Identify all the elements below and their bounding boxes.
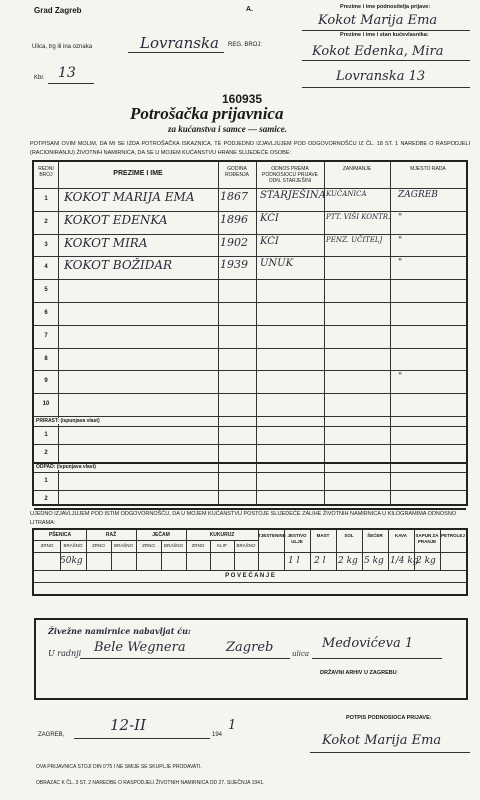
row-job: KUĆANICA bbox=[326, 190, 367, 198]
footer-note-1: OVA PRIJAVNICA STOJI DIN 0'75 I NE SMIJE SE SKUPLJE PRODAVATI. bbox=[36, 764, 202, 770]
stock-ulje: 1 l bbox=[288, 556, 300, 566]
row-year: 1867 bbox=[220, 190, 248, 203]
applicant-label: Prezime i ime podnositelja prijave: bbox=[340, 4, 431, 10]
form-number: 160935 bbox=[222, 92, 263, 106]
povecanje-label: P O V E Ć A N J E bbox=[225, 573, 275, 579]
stock-sol: 2 kg bbox=[338, 556, 358, 566]
row-number: 2 bbox=[44, 218, 48, 225]
form-title: Potrošačka prijavnica bbox=[130, 104, 284, 123]
stock-mast: 2 l bbox=[314, 556, 326, 566]
store-label: U radnji bbox=[48, 649, 82, 658]
table-row bbox=[34, 302, 466, 325]
members-label: Prezime i ime i stan kućevlasnika: bbox=[340, 32, 429, 38]
table-row bbox=[34, 348, 466, 371]
supply-street-value: Medovićeva 1 bbox=[322, 636, 414, 651]
stock-psenica-brasno: 50kg bbox=[60, 556, 83, 566]
row-number: 6 bbox=[44, 310, 48, 316]
col-head-year: GODINA ROĐENJA bbox=[225, 166, 249, 178]
stock-subcol: ZRNO bbox=[191, 543, 205, 548]
stock-col-1: JESTIVO ULJE bbox=[287, 533, 307, 544]
street-label: Ulica, trg ili ina oznaka bbox=[32, 44, 93, 50]
stock-subcol: ZRNO bbox=[142, 543, 155, 548]
row-place: " bbox=[398, 212, 403, 223]
col-head-name: PREZIME I IME bbox=[113, 170, 163, 177]
stock-col-7: PETROLEJ bbox=[441, 533, 465, 538]
odpad-label: ODPAD: (ispunjava vlast) bbox=[36, 464, 96, 470]
row-number: 5 bbox=[44, 287, 48, 294]
stock-group-2: JEČAM bbox=[152, 532, 170, 538]
row-place: " bbox=[398, 235, 403, 246]
footer-day: 12-II bbox=[110, 716, 147, 734]
stock-subcol: BRAŠNO bbox=[163, 543, 183, 548]
extra-row-number: 2 bbox=[44, 450, 48, 456]
stock-kava: 1/4 kg bbox=[390, 556, 419, 566]
stock-subcol: BRAŠNO bbox=[63, 543, 83, 548]
row-year: 1902 bbox=[220, 235, 248, 249]
table-row bbox=[34, 188, 466, 211]
row-name: KOKOT EDENKA bbox=[64, 212, 168, 227]
footer-note-2: OBRAZAC K ČL. 3 ST. 2 NAREDBE O RASPODJELI ŽIVOTNIH NAMIRNICA OD 27. SIJEČNJA 1941. bbox=[36, 780, 265, 786]
row-place: " bbox=[398, 258, 403, 269]
street-value: Lovranska bbox=[140, 34, 219, 52]
col-head-place: MJESTO RADA bbox=[410, 166, 446, 172]
row-year: 1939 bbox=[220, 258, 248, 272]
table-row bbox=[34, 370, 466, 393]
table-row bbox=[34, 234, 466, 257]
applicant-value: Kokot Marija Ema bbox=[318, 13, 438, 28]
row-relation: KĆI bbox=[260, 212, 279, 224]
stock-group-1: RAŽ bbox=[105, 532, 117, 538]
extra-row-number: 2 bbox=[44, 496, 48, 502]
table-row bbox=[34, 211, 466, 234]
supply-street-label: ulica bbox=[292, 650, 310, 658]
form-subtitle: za kućanstva i samce — samice. bbox=[168, 124, 287, 134]
stock-subcol: ZRNO bbox=[92, 543, 105, 548]
col-head-relation: ODNOS PREMA PODNOSIOCU PRIJAVE ODN. STARJEŠINI bbox=[261, 166, 319, 184]
extra-row-number: 1 bbox=[44, 432, 48, 438]
stock-col-5: KAVA bbox=[394, 533, 408, 538]
row-year: 1896 bbox=[220, 212, 248, 226]
kbr-label: Kbr. bbox=[34, 75, 45, 81]
a-label: A. bbox=[246, 6, 253, 13]
row-number: 7 bbox=[44, 332, 48, 339]
row-name: KOKOT MARIJA EMA bbox=[64, 190, 195, 204]
supply-label: Živežne namirnice nabavljat ću: bbox=[48, 626, 191, 636]
row-number: 9 bbox=[44, 378, 48, 385]
kbr-value: 13 bbox=[58, 65, 76, 81]
intro-text: POTPISANI OVIM MOLIM, DA MI SE IZDA POTROŠAČKA ISKAZNICA, TE PODJEDNO IZJAVLJUJEM POD ODGOVORNOŠĆU IZ ČL. 18 ST. 1 NAREDBE O RASPODJELI (RACIONIRANJU) ŽIVOTNIH NAMIRNICA, DA SE U MOJEM KUĆANSTVU HRANE SLIJEDEĆE OSOBE: bbox=[30, 141, 470, 156]
table-row bbox=[34, 256, 466, 279]
signature: Kokot Marija Ema bbox=[322, 733, 442, 748]
row-name: KOKOT MIRA bbox=[64, 235, 148, 250]
row-relation: STARJEŠINA bbox=[260, 190, 326, 201]
stock-col-6: SAPUN ZA PRANJE bbox=[415, 533, 439, 544]
stock-group-0: PŠENICA bbox=[48, 532, 72, 538]
stock-subcol: ZRNO bbox=[40, 543, 54, 548]
row-place: ZAGREB bbox=[398, 190, 438, 200]
row-relation: UNUK bbox=[260, 258, 294, 270]
row-place: " bbox=[398, 372, 403, 383]
footer-year-prefix: 194 bbox=[212, 732, 223, 738]
stock-subcol: KLIP bbox=[217, 543, 227, 548]
row-number: 3 bbox=[44, 241, 48, 248]
stock-subcol: BRAŠNO bbox=[236, 543, 256, 548]
row-number: 4 bbox=[44, 264, 48, 271]
stock-secer: 5 kg bbox=[364, 556, 384, 566]
row-number: 10 bbox=[42, 401, 50, 408]
extra-row-number: 1 bbox=[44, 478, 48, 484]
stock-sapun: 2 kg bbox=[416, 556, 436, 566]
footer-place: ZAGREB, bbox=[38, 732, 65, 738]
row-job: PENZ. UČITELJ bbox=[326, 235, 383, 244]
stock-intro: UJEDNO IZJAVLJUJEM POD ISTIM ODGOVORNOŠĆU, DA U MOJEM KUĆANSTVU POSTOJE SLIJEDEĆE ZALIHE ŽIVOTNIH NAMIRNICA U KILOGRAMIMA ODNOSNO LITRAMA: bbox=[30, 511, 457, 526]
row-relation: KĆI bbox=[260, 235, 279, 247]
stock-col-3: SOL bbox=[344, 533, 354, 538]
stock-col-0: TJESTENINE bbox=[258, 533, 286, 538]
col-head-no: REDNI BROJ bbox=[38, 166, 54, 178]
footer-year-suffix: 1 bbox=[228, 718, 237, 733]
row-job: PTT. VIŠI KONTR. bbox=[326, 212, 391, 221]
city-label: Grad Zagreb bbox=[34, 6, 82, 15]
address-value: Lovranska 13 bbox=[336, 69, 426, 84]
stock-subcol: BRAŠNO bbox=[113, 543, 133, 548]
store-city: Zagreb bbox=[226, 640, 274, 655]
reg-label: REG. BROJ: bbox=[228, 42, 263, 48]
archive-stamp: DRŽAVNI ARHIV U ZAGREBU bbox=[320, 670, 397, 676]
table-row bbox=[34, 393, 466, 416]
sign-label: POTPIS PODNOSIOCA PRIJAVE: bbox=[346, 715, 432, 721]
stock-col-2: MAST bbox=[316, 533, 330, 538]
table-row bbox=[34, 279, 466, 302]
row-name: KOKOT BOŽIDAR bbox=[64, 258, 173, 273]
members-value: Kokot Edenka, Mira bbox=[312, 44, 444, 59]
stock-col-4: ŠEĆER bbox=[367, 533, 383, 538]
row-number: 8 bbox=[44, 355, 48, 362]
col-head-job: ZANIMANJE bbox=[342, 166, 372, 172]
stock-group-3: KUKURUZ bbox=[209, 532, 235, 538]
row-number: 1 bbox=[44, 196, 48, 202]
table-row bbox=[34, 325, 466, 348]
prirast-label: PRIRAST: (ispunjava vlast) bbox=[36, 418, 100, 424]
store-value: Bele Wegnera bbox=[94, 640, 186, 655]
